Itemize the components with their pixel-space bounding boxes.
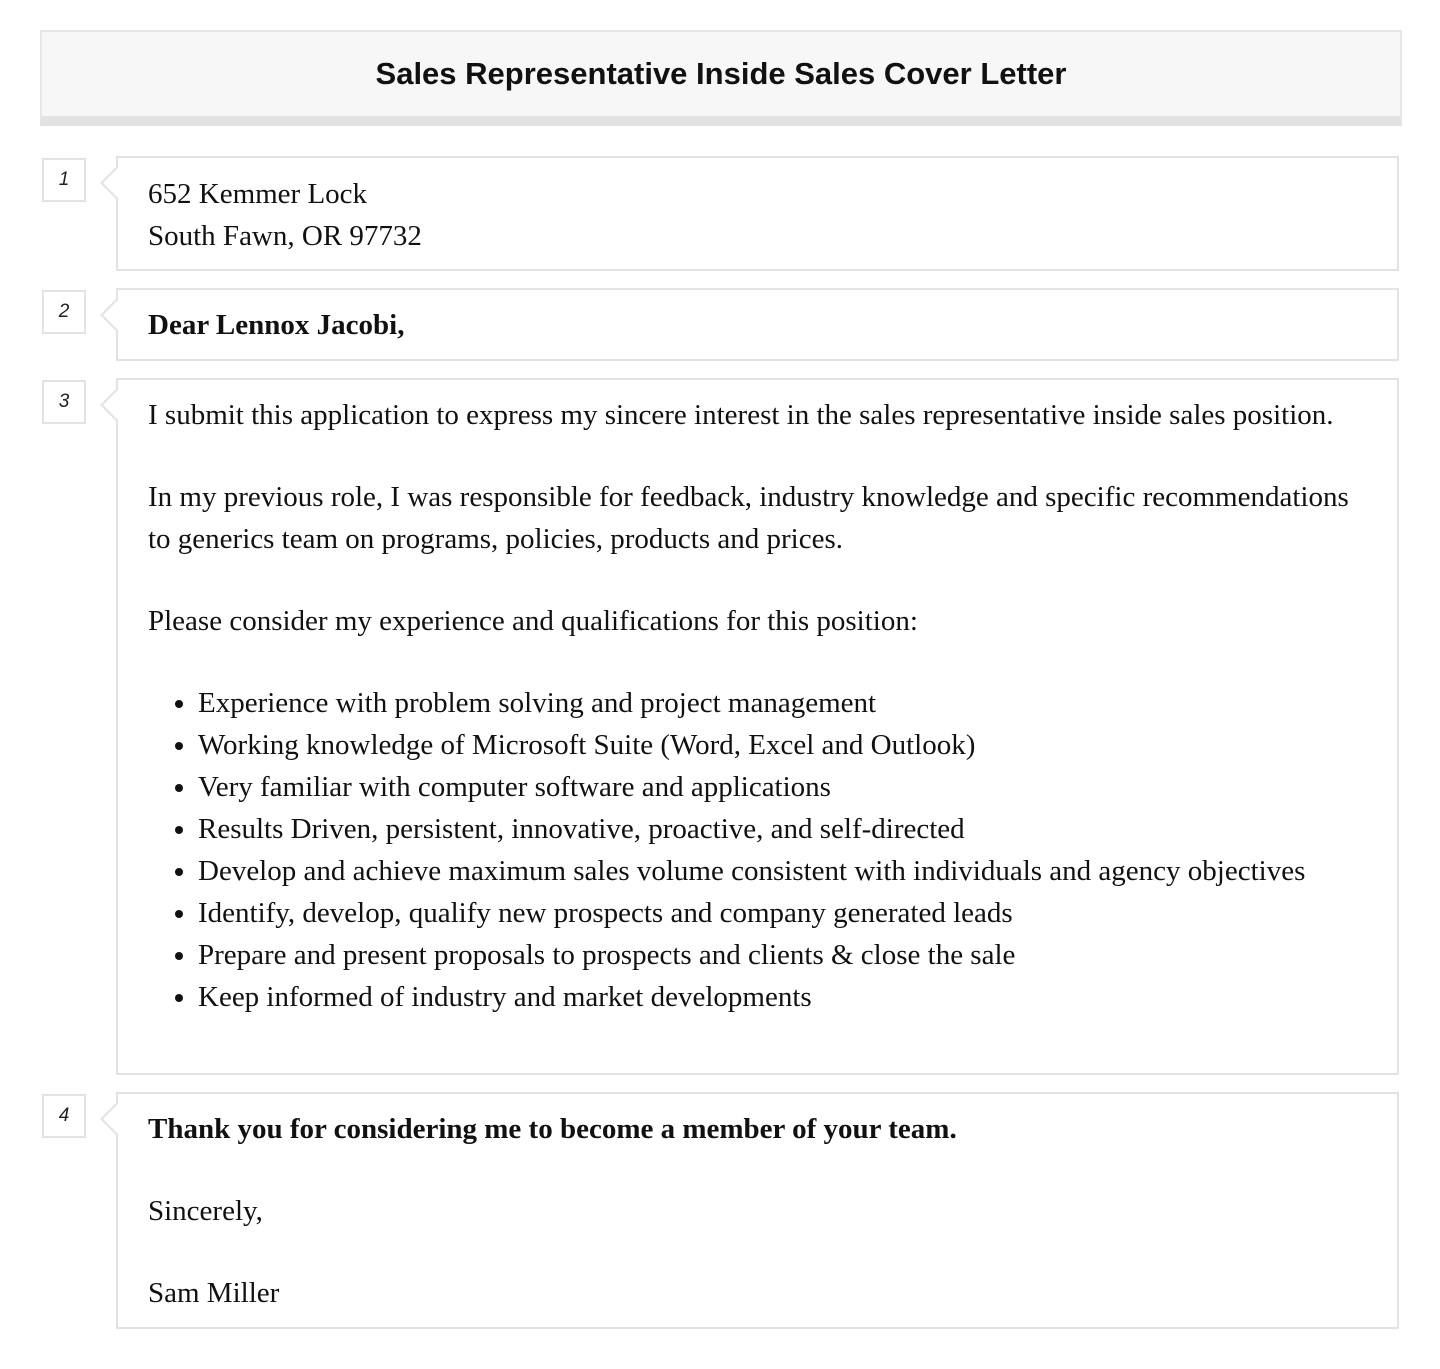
list-item: • Develop and achieve maximum sales volume consistent with individuals and agency objectives [198, 850, 1367, 892]
closing-card [116, 1092, 1399, 1329]
list-item: • Keep informed of industry and market developments [198, 976, 1367, 1018]
closing-line: Sincerely, [148, 1195, 263, 1227]
address-line-2: South Fawn, OR 97732 [148, 220, 422, 252]
qualifications-intro: Please consider my experience and qualifications for this position: [148, 605, 918, 637]
experience-paragraph: In my previous role, I was responsible for feedback, industry knowledge and specific recommendations to generics team on programs, policies, products and prices. [148, 481, 1349, 555]
salutation-card [116, 288, 1399, 361]
section-number-badge: 3 [42, 380, 86, 424]
list-item: • Identify, develop, qualify new prospects and company generated leads [198, 892, 1367, 934]
thank-you-line: Thank you for considering me to become a member of your team. [148, 1113, 957, 1145]
section-number-badge: 4 [42, 1094, 86, 1138]
list-item: • Experience with problem solving and project management [198, 682, 1367, 724]
list-item: • Working knowledge of Microsoft Suite (Word, Excel and Outlook) [198, 724, 1367, 766]
address-line-1: 652 Kemmer Lock [148, 178, 368, 210]
list-item: • Prepare and present proposals to prospects and clients & close the sale [198, 934, 1367, 976]
intro-paragraph: I submit this application to express my sincere interest in the sales representative inside sales position. [148, 399, 1334, 431]
header-bar [40, 30, 1402, 126]
address-card [116, 156, 1399, 271]
salutation: Dear Lennox Jacobi, [148, 309, 405, 341]
signature: Sam Miller [148, 1277, 280, 1309]
section-number-badge: 2 [42, 290, 86, 334]
list-item: • Very familiar with computer software and applications [198, 766, 1367, 808]
qualifications-list [148, 682, 1367, 1018]
list-item: • Results Driven, persistent, innovative, proactive, and self-directed [198, 808, 1367, 850]
section-number-badge: 1 [42, 158, 86, 202]
page-title: Sales Representative Inside Sales Cover Letter [375, 56, 1067, 91]
body-card [116, 378, 1399, 1075]
